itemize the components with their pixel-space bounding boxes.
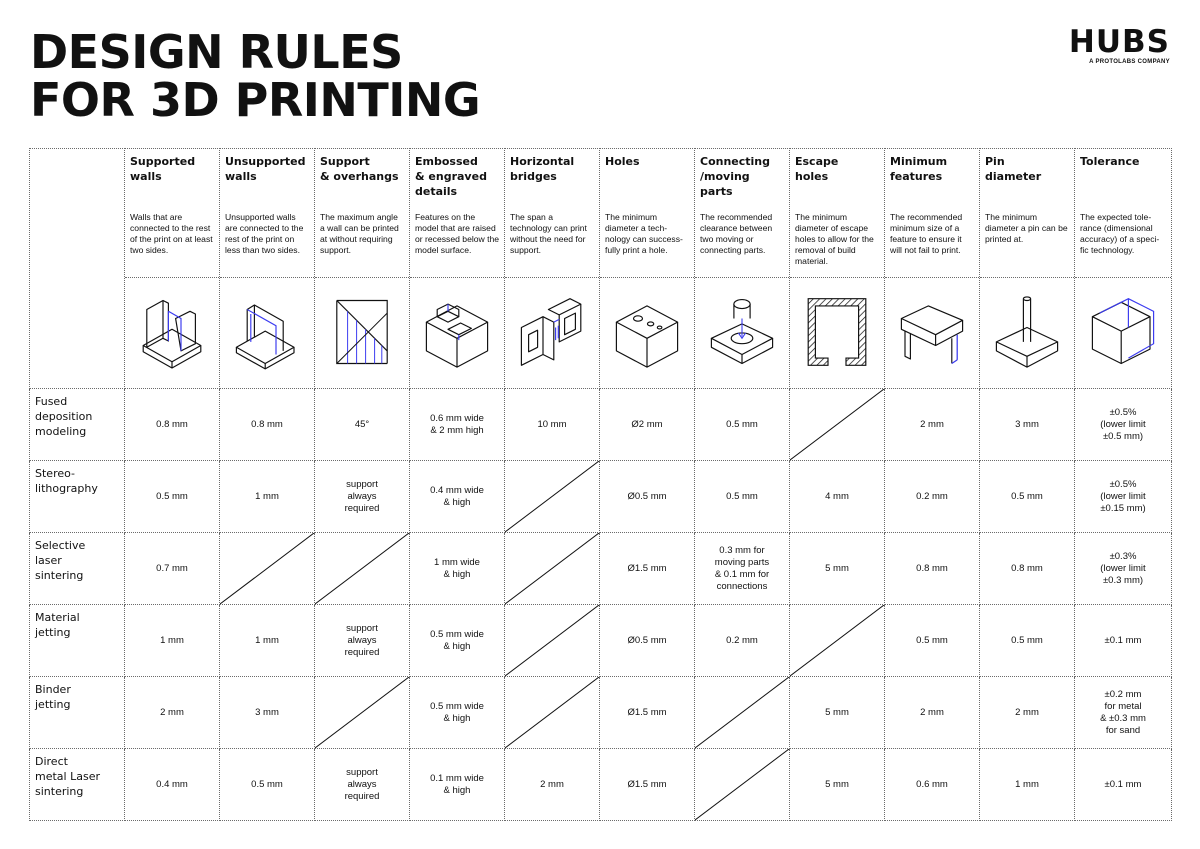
value-cell: 2 mm	[505, 749, 600, 821]
column-header-unsupported-walls	[220, 149, 315, 389]
column-title: Embossed & engraved details	[415, 155, 487, 198]
column-header-support-overhangs	[315, 149, 410, 389]
not-applicable-cell	[695, 677, 790, 749]
row-label-cell	[30, 533, 125, 605]
table-row	[30, 533, 1172, 605]
not-applicable-slash-icon	[695, 677, 789, 748]
value-cell: support always required	[315, 461, 410, 533]
value-cell: 4 mm	[790, 461, 885, 533]
column-title: Tolerance	[1080, 155, 1140, 168]
table-row	[30, 389, 1172, 461]
not-applicable-cell	[315, 677, 410, 749]
design-rules-table	[29, 148, 1172, 821]
value-cell: 0.5 mm	[980, 605, 1075, 677]
value-cell: 0.3 mm for moving parts & 0.1 mm for connections	[695, 533, 790, 605]
column-header-connecting-moving-parts	[695, 149, 790, 389]
not-applicable-slash-icon	[790, 389, 884, 460]
tolerance-icon	[1075, 277, 1171, 387]
value-cell: 0.8 mm	[220, 389, 315, 461]
table-row	[30, 677, 1172, 749]
page-title	[30, 25, 481, 127]
value-cell: ±0.2 mm for metal & ±0.3 mm for sand	[1075, 677, 1172, 749]
column-title: Escape holes	[795, 155, 839, 183]
column-header-minimum-features	[885, 149, 980, 389]
row-label-cell	[30, 461, 125, 533]
value-cell: support always required	[315, 605, 410, 677]
column-title: Pin diameter	[985, 155, 1042, 183]
value-cell: 0.6 mm wide & 2 mm high	[410, 389, 505, 461]
value-cell: 0.2 mm	[885, 461, 980, 533]
technology-name: Direct metal Laser sintering	[35, 755, 100, 798]
column-title: Supported walls	[130, 155, 196, 183]
row-label-cell	[30, 677, 125, 749]
value-cell: ±0.1 mm	[1075, 749, 1172, 821]
value-cell: 5 mm	[790, 533, 885, 605]
technology-name: Binder jetting	[35, 683, 71, 711]
value-cell: 0.5 mm	[695, 461, 790, 533]
column-header-embossed-engraved-details	[410, 149, 505, 389]
page-title-line-2: FOR 3D PRINTING	[30, 73, 481, 127]
value-cell: 2 mm	[885, 677, 980, 749]
row-label-cell	[30, 389, 125, 461]
column-header-tolerance	[1075, 149, 1172, 389]
value-cell: 0.8 mm	[885, 533, 980, 605]
value-cell: 45°	[315, 389, 410, 461]
value-cell: 0.1 mm wide & high	[410, 749, 505, 821]
row-label-cell	[30, 605, 125, 677]
corner-cell	[30, 149, 125, 389]
not-applicable-slash-icon	[790, 605, 884, 676]
technology-name: Material jetting	[35, 611, 80, 639]
not-applicable-slash-icon	[695, 749, 789, 820]
column-description: The minimum diameter of escape holes to allow for the removal of build material.	[795, 212, 874, 266]
moving-parts-icon	[695, 277, 789, 387]
column-description: The maximum angle a wall can be printed at without requiring support.	[320, 212, 399, 255]
value-cell: 0.5 mm wide & high	[410, 605, 505, 677]
column-header-pin-diameter	[980, 149, 1075, 389]
value-cell: 0.2 mm	[695, 605, 790, 677]
not-applicable-cell	[505, 461, 600, 533]
value-cell: Ø2 mm	[600, 389, 695, 461]
value-cell: 1 mm	[125, 605, 220, 677]
not-applicable-slash-icon	[505, 533, 599, 604]
column-description: The minimum diameter a pin can be printed at.	[985, 212, 1068, 244]
value-cell: 1 mm	[220, 461, 315, 533]
value-cell: 0.5 mm wide & high	[410, 677, 505, 749]
value-cell: 0.5 mm	[885, 605, 980, 677]
column-description: The recommended clearance between two moving or connecting parts.	[700, 212, 773, 255]
not-applicable-cell	[505, 533, 600, 605]
value-cell: 5 mm	[790, 749, 885, 821]
column-description: The recommended minimum size of a feature to ensure it will not fail to print.	[890, 212, 963, 255]
column-header-supported-walls	[125, 149, 220, 389]
value-cell: 2 mm	[885, 389, 980, 461]
overhang-icon	[315, 277, 409, 387]
not-applicable-slash-icon	[505, 605, 599, 676]
value-cell: 3 mm	[220, 677, 315, 749]
not-applicable-slash-icon	[505, 461, 599, 532]
technology-name: Stereo- lithography	[35, 467, 98, 495]
value-cell: Ø1.5 mm	[600, 749, 695, 821]
column-header-escape-holes	[790, 149, 885, 389]
value-cell: 2 mm	[125, 677, 220, 749]
table-row	[30, 605, 1172, 677]
value-cell: 0.8 mm	[980, 533, 1075, 605]
brand-tagline: A PROTOLABS COMPANY	[1089, 59, 1170, 65]
value-cell: ±0.5% (lower limit ±0.15 mm)	[1075, 461, 1172, 533]
column-title: Unsupported walls	[225, 155, 306, 183]
not-applicable-cell	[315, 533, 410, 605]
table-row	[30, 749, 1172, 821]
technology-name: Fused deposition modeling	[35, 395, 93, 438]
not-applicable-cell	[505, 605, 600, 677]
value-cell: support always required	[315, 749, 410, 821]
minimum-features-icon	[885, 277, 979, 387]
column-header-holes	[600, 149, 695, 389]
column-description: Features on the model that are raised or recessed below the model surface.	[415, 212, 500, 255]
value-cell: 0.8 mm	[125, 389, 220, 461]
value-cell: 0.6 mm	[885, 749, 980, 821]
brand-name: HUBS	[1068, 24, 1170, 60]
not-applicable-cell	[790, 389, 885, 461]
supported-walls-icon	[125, 277, 219, 387]
value-cell: 1 mm	[980, 749, 1075, 821]
column-title: Support & overhangs	[320, 155, 399, 183]
escape-holes-icon	[790, 277, 884, 387]
not-applicable-slash-icon	[315, 677, 409, 748]
value-cell: Ø1.5 mm	[600, 533, 695, 605]
value-cell: 1 mm	[220, 605, 315, 677]
not-applicable-slash-icon	[315, 533, 409, 604]
value-cell: 5 mm	[790, 677, 885, 749]
column-title: Minimum features	[890, 155, 948, 183]
column-description: The minimum diameter a tech-nology can success-fully print a hole.	[605, 212, 683, 255]
value-cell: ±0.5% (lower limit ±0.5 mm)	[1075, 389, 1172, 461]
brand-logo	[1069, 26, 1170, 65]
value-cell: 0.5 mm	[695, 389, 790, 461]
value-cell: 2 mm	[980, 677, 1075, 749]
value-cell: 0.4 mm wide & high	[410, 461, 505, 533]
row-label-cell	[30, 749, 125, 821]
not-applicable-cell	[790, 605, 885, 677]
technology-name: Selective laser sintering	[35, 539, 86, 582]
value-cell: 0.5 mm	[980, 461, 1075, 533]
embossed-details-icon	[410, 277, 504, 387]
value-cell: ±0.1 mm	[1075, 605, 1172, 677]
value-cell: 10 mm	[505, 389, 600, 461]
column-description: The expected tole-rance (dimensional accuracy) of a speci-fic technology.	[1080, 212, 1160, 255]
value-cell: 0.5 mm	[125, 461, 220, 533]
value-cell: Ø1.5 mm	[600, 677, 695, 749]
header-row	[30, 149, 1172, 389]
not-applicable-cell	[220, 533, 315, 605]
value-cell: ±0.3% (lower limit ±0.3 mm)	[1075, 533, 1172, 605]
value-cell: 3 mm	[980, 389, 1075, 461]
column-title: Connecting /moving parts	[700, 155, 771, 198]
value-cell: Ø0.5 mm	[600, 461, 695, 533]
not-applicable-cell	[505, 677, 600, 749]
unsupported-walls-icon	[220, 277, 314, 387]
holes-icon	[600, 277, 694, 387]
column-description: Unsupported walls are connected to the rest of the print on less than two sides.	[225, 212, 304, 255]
column-header-horizontal-bridges	[505, 149, 600, 389]
column-title: Holes	[605, 155, 640, 168]
column-title: Horizontal bridges	[510, 155, 575, 183]
value-cell: 0.5 mm	[220, 749, 315, 821]
pin-icon	[980, 277, 1074, 387]
page-title-line-1: DESIGN RULES	[30, 25, 403, 79]
not-applicable-slash-icon	[505, 677, 599, 748]
column-description: Walls that are connected to the rest of the print on at least two sides.	[130, 212, 213, 255]
value-cell: 0.4 mm	[125, 749, 220, 821]
not-applicable-slash-icon	[220, 533, 314, 604]
not-applicable-cell	[695, 749, 790, 821]
value-cell: 1 mm wide & high	[410, 533, 505, 605]
column-description: The span a technology can print without the need for support.	[510, 212, 587, 255]
value-cell: 0.7 mm	[125, 533, 220, 605]
bridges-icon	[505, 277, 599, 387]
value-cell: Ø0.5 mm	[600, 605, 695, 677]
table-row	[30, 461, 1172, 533]
